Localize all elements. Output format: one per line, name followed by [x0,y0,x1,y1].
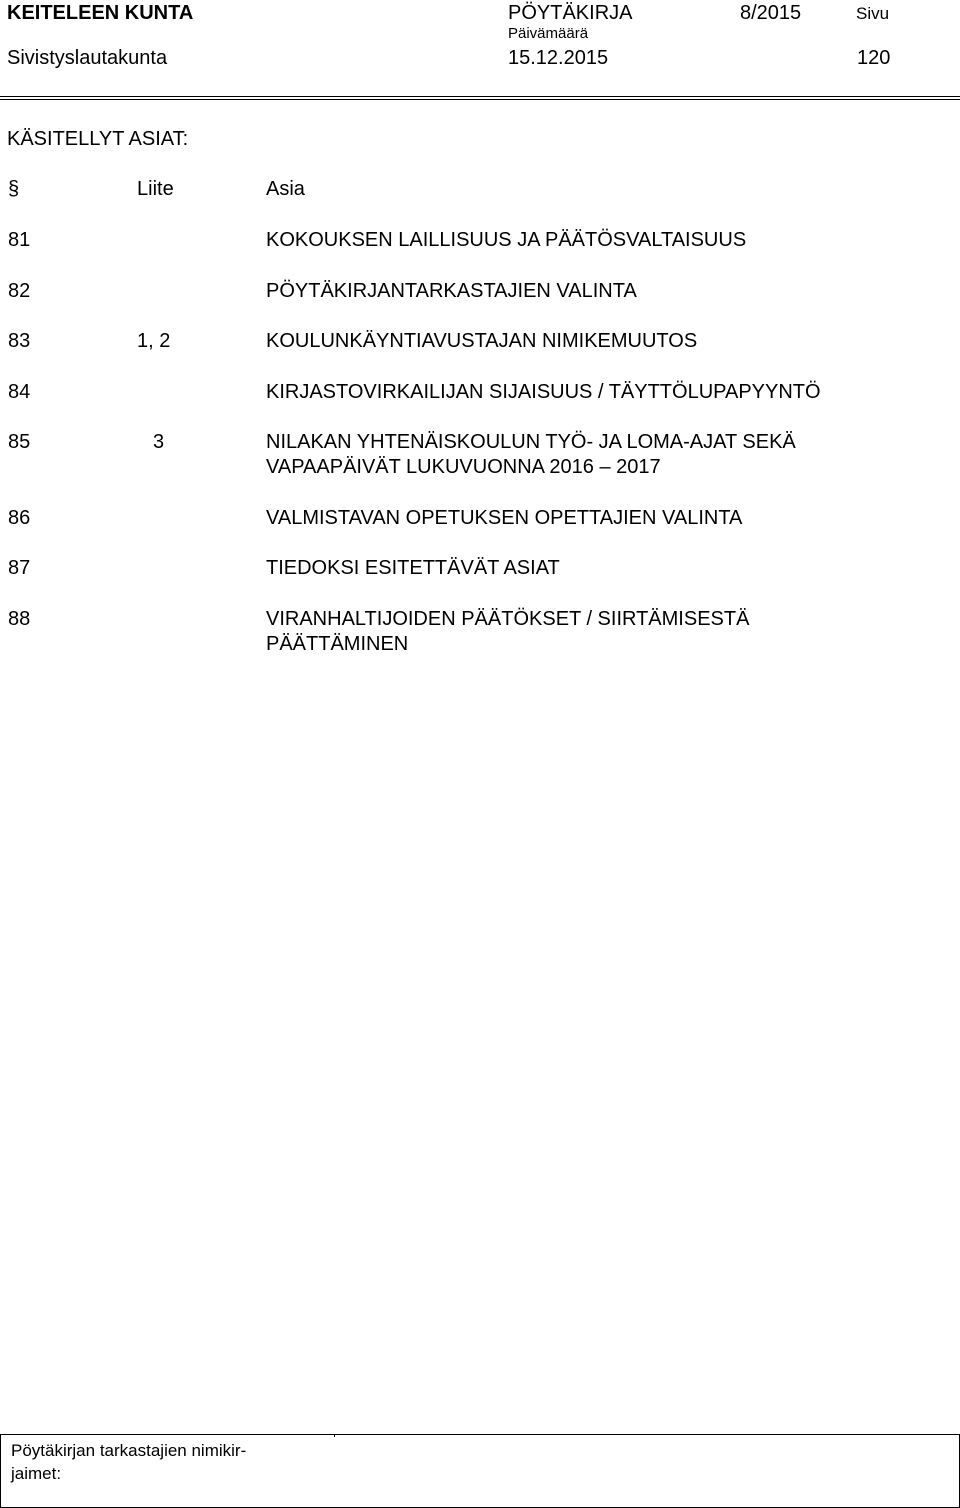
section-number: 83 [8,330,31,352]
committee-name: Sivistyslautakunta [7,47,168,69]
subject-title: VIRANHALTIJOIDEN PÄÄTÖKSET / SIIRTÄMISESTÄ PÄÄTTÄMINEN [266,608,750,655]
subject-title: VALMISTAVAN OPETUKSEN OPETTAJIEN VALINTA [266,507,743,529]
section-number: 81 [8,229,31,251]
section-number: 82 [8,280,31,302]
subject-title: KOULUNKÄYNTIAVUSTAJAN NIMIKEMUUTOS [266,330,698,352]
attachment-column-header: Liite [137,178,174,200]
subject-column-header: Asia [266,178,305,200]
page-label: Sivu [856,4,890,23]
subject-title: KOKOUKSEN LAILLISUUS JA PÄÄTÖSVALTAISUUS [266,229,747,251]
subject-title: NILAKAN YHTENÄISKOULUN TYÖ- JA LOMA-AJAT SEKÄ VAPAAPÄIVÄT LUKUVUONNA 2016 – 2017 [266,431,796,478]
signature-initials-box [0,1434,960,1508]
meeting-date: 15.12.2015 [508,47,609,69]
attachment-ref: 1, 2 [137,330,171,352]
section-number: 85 [8,431,31,453]
subject-title: PÖYTÄKIRJANTARKASTAJIEN VALINTA [266,280,637,302]
date-label: Päivämäärä [508,25,589,42]
document-type: PÖYTÄKIRJA [508,2,633,24]
page-number: 120 [857,47,891,69]
header-rule-top [0,96,960,97]
section-number: 86 [8,507,31,529]
subject-title: KIRJASTOVIRKAILIJAN SIJAISUUS / TÄYTTÖLUPAPYYNTÖ [266,381,821,403]
section-symbol-icon: § [8,178,20,200]
footer-divider [334,1435,335,1437]
section-number: 87 [8,557,31,579]
section-number: 84 [8,381,31,403]
header-rule-bottom [0,99,960,100]
municipality-name: KEITELEEN KUNTA [7,2,194,24]
subject-title: TIEDOKSI ESITETTÄVÄT ASIAT [266,557,560,579]
meeting-number: 8/2015 [740,2,802,24]
section-number: 88 [8,608,31,630]
section-heading: KÄSITELLYT ASIAT: [7,128,189,150]
attachment-ref: 3 [153,431,165,453]
initials-label: Pöytäkirjan tarkastajien nimikir- jaimet: [11,1441,247,1483]
